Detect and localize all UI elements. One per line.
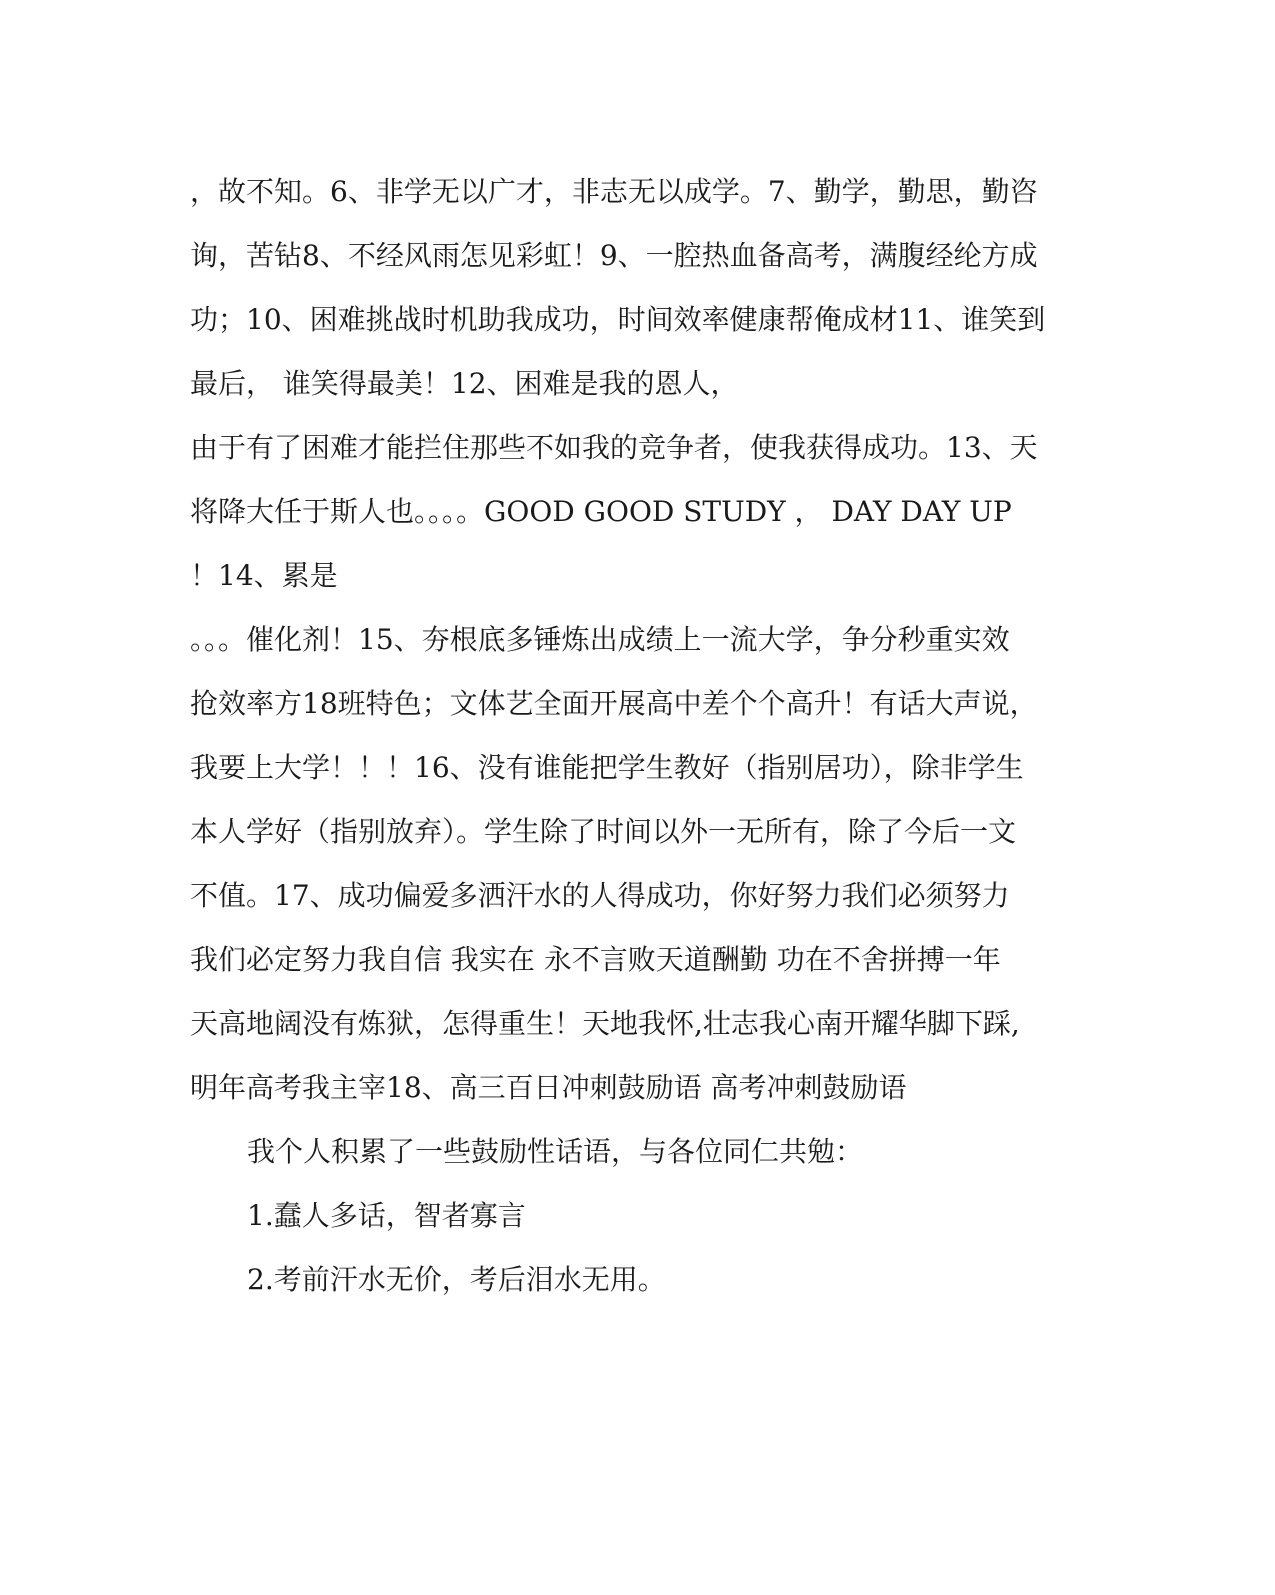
- text-line: 最后， 谁笑得最美！12、困难是我的恩人，: [190, 367, 739, 400]
- list-item: 1.蠢人多话，智者寡言: [247, 1199, 526, 1232]
- text-line: 我要上大学！！！16、没有谁能把学生教好（指别居功），除非学生: [190, 751, 1024, 784]
- text-line: 。。。催化剂！15、夯根底多锤炼出成绩上一流大学，争分秒重实效: [190, 623, 1010, 656]
- text-line: 功；10、困难挑战时机助我成功，时间效率健康帮俺成材11、谁笑到: [190, 303, 1046, 336]
- text-line: 由于有了困难才能拦住那些不如我的竞争者，使我获得成功。13、天: [190, 431, 1038, 464]
- text-line: 将降大任于斯人也。。。。GOOD GOOD STUDY ， DAY DAY UP: [190, 495, 1012, 528]
- text-line: 不值。17、成功偏爱多洒汗水的人得成功，你好努力我们必须努力: [190, 879, 1010, 912]
- text-line: 天高地阔没有炼狱，怎得重生！天地我怀,壮志我心南开耀华脚下踩,: [190, 1007, 1020, 1040]
- text-line: 询，苦钻8、不经风雨怎见彩虹！9、一腔热血备高考，满腹经纶方成: [190, 239, 1038, 272]
- intro-paragraph: 我个人积累了一些鼓励性话语，与各位同仁共勉：: [247, 1135, 864, 1168]
- text-line: ！14、累是: [190, 559, 338, 592]
- text-line: 我们必定努力我自信 我实在 永不言败天道酬勤 功在不舍拼搏一年: [190, 943, 1001, 976]
- document-body: [190, 160, 1060, 1312]
- text-line: 抢效率方18班特色；文体艺全面开展高中差个个高升！有话大声说，: [190, 687, 1038, 720]
- text-line: 明年高考我主宰18、高三百日冲刺鼓励语 高考冲刺鼓励语: [190, 1071, 907, 1104]
- text-line: 本人学好（指别放弃）。学生除了时间以外一无所有，除了今后一文: [190, 815, 1017, 848]
- text-line: ，故不知。6、非学无以广才，非志无以成学。7、勤学，勤思，勤咨: [190, 175, 1038, 208]
- list-item: 2.考前汗水无价，考后泪水无用。: [247, 1263, 666, 1296]
